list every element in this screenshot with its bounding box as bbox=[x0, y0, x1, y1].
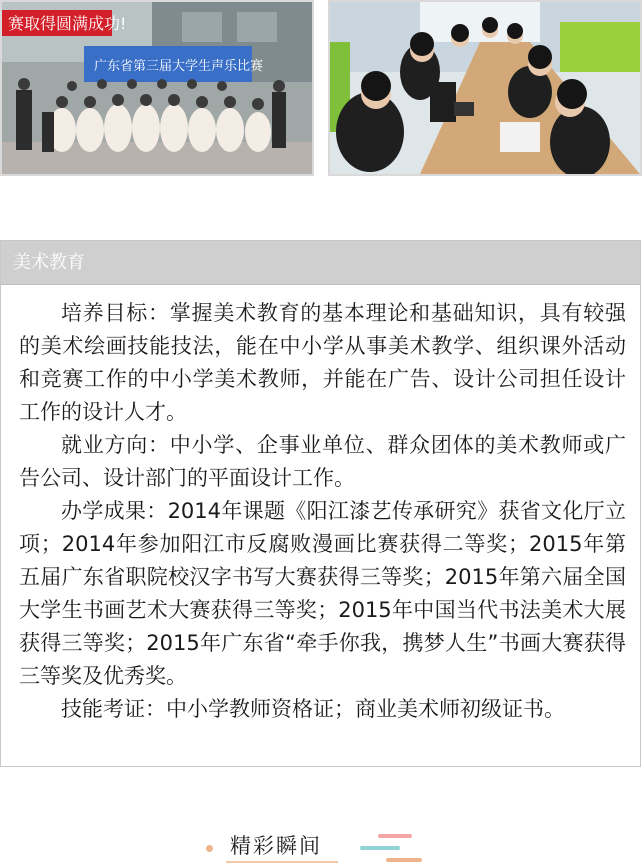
art-education-section bbox=[0, 240, 641, 767]
photo-backdrop-text: 广东省第三届大学生声乐比赛 bbox=[94, 59, 264, 74]
section-title: 美术教育 bbox=[1, 241, 640, 285]
dot-icon bbox=[206, 845, 213, 852]
certificates-paragraph: 技能考证：中小学教师资格证；商业美术师初级证书。 bbox=[61, 697, 565, 721]
decorative-lines-icon bbox=[356, 832, 426, 864]
career-direction-paragraph: 就业方向：中小学、企事业单位、群众团体的美术教师或广告公司、设计部门的平面设计工作。 bbox=[19, 433, 626, 490]
choir-group-photo bbox=[0, 0, 314, 176]
highlights-title: 精彩瞬间 bbox=[230, 834, 322, 858]
students-table-photo bbox=[328, 0, 642, 176]
photo-banner-text: 赛取得圆满成功! bbox=[8, 14, 127, 33]
section-body bbox=[1, 285, 640, 726]
achievements-paragraph: 办学成果：2014年课题《阳江漆艺传承研究》获省文化厅立项；2014年参加阳江市反腐败漫画比赛获得二等奖；2015年第五届广东省职院校汉字书写大赛获得三等奖；2015年第六届全国大学生书画艺术大赛获得三等奖；2015年中国当代书法美术大展获得三等奖；2015年广东省“牵手你我，携梦人生”书画大赛获得三等奖及优秀奖。 bbox=[19, 499, 626, 688]
title-underline bbox=[226, 861, 338, 863]
training-goal-paragraph: 培养目标：掌握美术教育的基本理论和基础知识，具有较强的美术绘画技能技法，能在中小学从事美术教学、组织课外活动和竞赛工作的中小学美术教师，并能在广告、设计公司担任设计工作的设计人才。 bbox=[19, 301, 626, 424]
highlights-heading bbox=[0, 828, 642, 865]
